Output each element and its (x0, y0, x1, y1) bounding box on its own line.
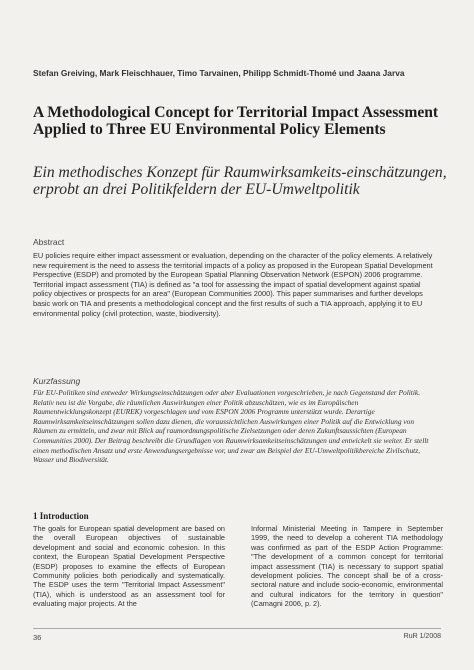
author-list: Stefan Greiving, Mark Fleischhauer, Timo Tarvainen, Philipp Schmidt-Thomé und Jaana Jarva (33, 68, 405, 78)
page-number: 36 (33, 633, 42, 642)
abstract-heading: Abstract (33, 237, 65, 247)
introduction-left-column: The goals for European spatial development are based on the overall European objectives of sustainable development and social and economic cohesion. In this context, the European Spatial Development Perspective (ESDP) proposes to examine the effects of European Community policies both periodically and systematically. The ESDP uses the term "Territorial Impact Assessment" (TIA), which is understood as an assessment tool for evaluating major projects. At the (33, 524, 225, 609)
article-title-english: A Methodological Concept for Territorial Impact Assessment Applied to Three EU Environmental Policy Elements (33, 104, 439, 138)
article-title-german: Ein methodisches Konzept für Raumwirksamkeits-einschätzungen, erprobt an drei Politikfeldern der EU-Umweltpolitik (33, 164, 447, 198)
kurzfassung-text: Für EU-Politiken sind entweder Wirkungseinschätzungen oder aber Evaluationen vorgeschrieben, je nach Gegenstand der Politik. Relativ neu ist die Vorgabe, die räumlichen Auswirkungen einer Politik abzuschätzen, wie es im Europäischen Raumentwicklungskonzept (EUREK) vorgeschlagen und vom ESPON 2006 Programm unterstützt wurde. Derartige Raumwirksamkeitseinschätzungen sollen dazu dienen, die voraussichtlichen Auswirkungen einer Politik auf die Entwicklung von Räumen zu ermitteln, und zwar mit Blick auf raumordnungspolitische Zielsetzungen oder deren Zukunftsaussichten (European Communities 2000). Der Beitrag beschreibt die Grundlagen von Raumwirksamkeitseinschätzungen und entwickelt sie weiter. Er stellt einen methodischen Ansatz und erste Anwendungsergebnisse vor, und zwar am Beispiel der EU-Umweltpolitikbereiche Zivilschutz, Wasser und Biodiversität. (33, 388, 429, 465)
introduction-heading: 1 Introduction (33, 511, 89, 521)
introduction-right-column: Informal Ministerial Meeting in Tampere in September 1999, the need to develop a coherent TIA methodology was confirmed as part of the ESDP Action Programme: "The development of a common concept for territorial impact assessment (TIA) is necessary to support spatial development policies. The concept shall be of a cross-sectoral nature and include socio-economic, environmental and cultural indicators for the territory in question" (Camagni 2006, p. 2). (251, 524, 443, 609)
kurzfassung-heading: Kurzfassung (33, 376, 81, 386)
footer-divider (33, 628, 441, 629)
abstract-text: EU policies require either impact assessment or evaluation, depending on the character of the policy elements. A relatively new requirement is the need to assess the territorial impacts of a policy as proposed in the European Spatial Development Perspective (ESDP) and promoted by the European Spatial Planning Observation Network (ESPON) 2006 programme. Territorial impact assessment (TIA) is defined as "a tool for assessing the impact of spatial development against spatial policy objectives or prospects for an area" (European Communities 2000). This paper summarises and further develops basic work on TIA and presents a methodological concept and the first results of such a TIA approach, applying it to EU environmental policy (civil protection, waste, biodiversity). (33, 251, 433, 318)
journal-issue: RuR 1/2008 (403, 633, 441, 640)
